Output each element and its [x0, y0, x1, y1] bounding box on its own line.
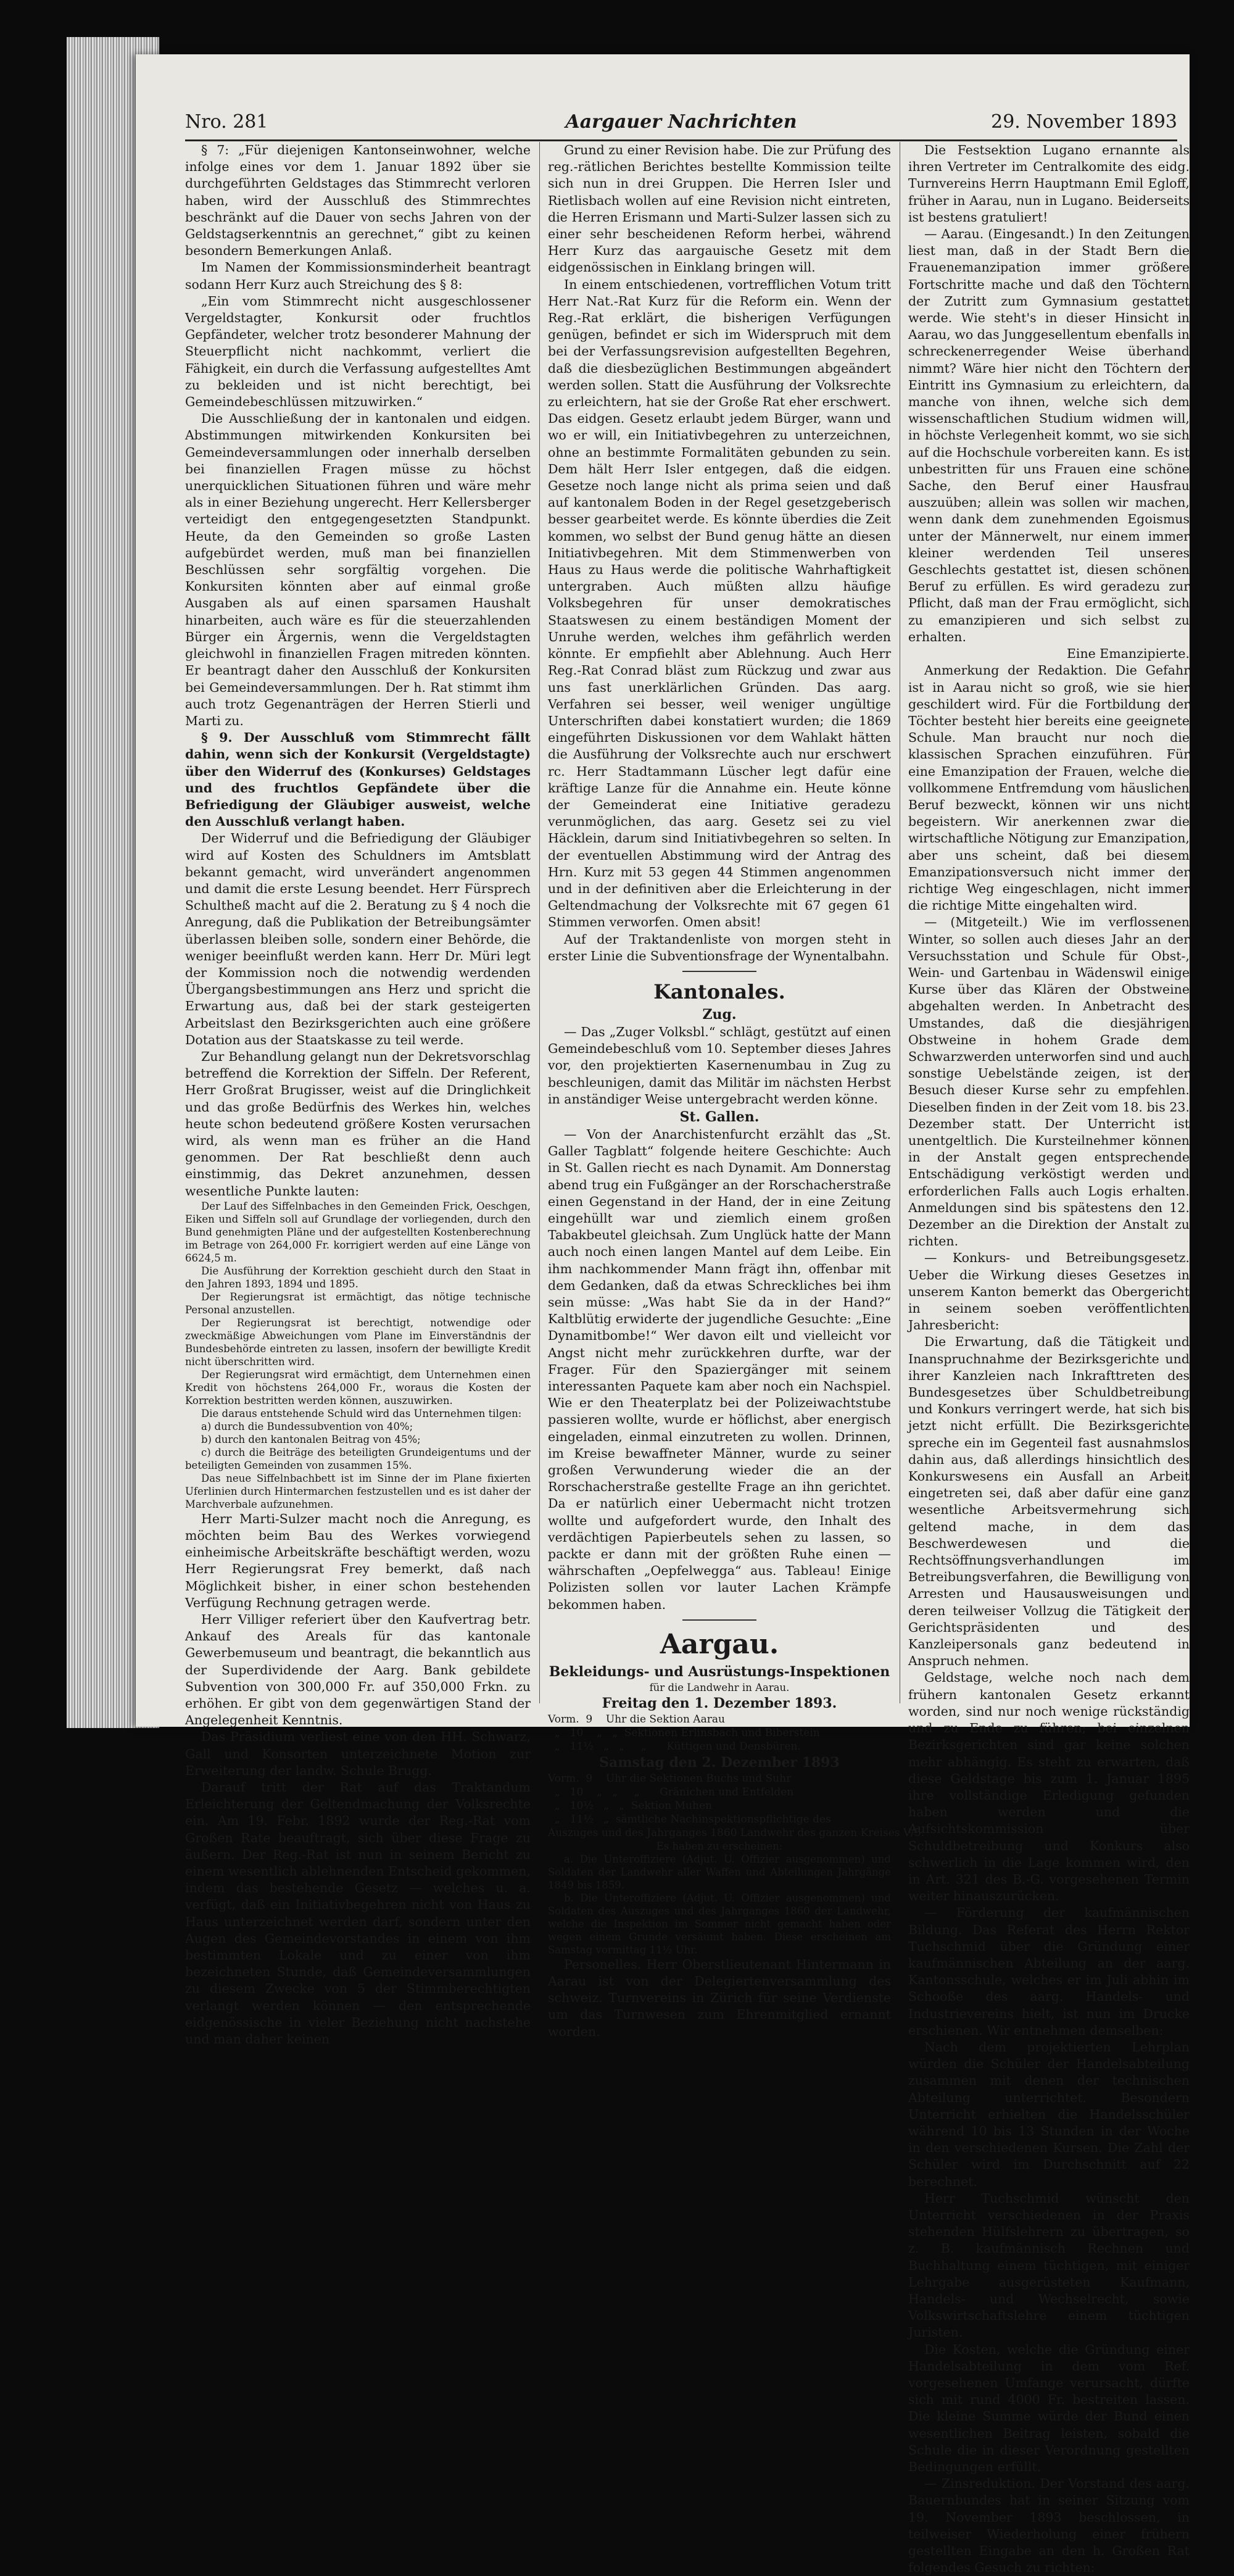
- decree-text: Das neue Siffelnbachbett ist im Sinne der im Plane fixierten Uferlinien durch Hintermarchen festzustellen und es ist daher der Marchverbale aufzunehmen.: [185, 1472, 531, 1510]
- paragraph: — Förderung der kaufmännischen Bildung. Das Referat des Herrn Rektor Tuchschmid über die Gründung einer kaufmännischen Abteilung an der aarg. Kantonsschule, welches er im Juli abhin im Schooße des aarg. Handels- und Industrievereins hielt, ist nun im Drucke erschienen. Wir entnehmen demselben:: [908, 1905, 1190, 2038]
- separator-line: [682, 1619, 756, 1621]
- issue-date: 29. November 1893: [991, 111, 1177, 133]
- paragraph: Darauf tritt der Rat auf das Traktandum Erleichterung der Geltendmachung der Volksrechte ein. Am 19. Febr. 1892 wurde der Reg.-Rat vom Großen Rate beauftragt, sich über diese Frage zu äußern. Der Reg.-Rat ist nun in seinem Bericht zu einem wesentlich ablehnenden Entscheid gekommen, indem das bestehende Gesetz — welches u. a. verfügt, daß ein Initiativbegehren nicht von Haus zu Haus unterzeichnet werden darf, sondern unter den Augen des Gemeindevorstandes in einem von ihm bestimmten Lokale und zu einer von ihm bezeichneten Stunde, daß Gemeindeversammlungen zu diesem Zwecke von 5 der Stimmberechtigten verlangt werden können — den entsprechende eidgenössische in vieler Beziehung nicht nachstehe und man daher keinen: [185, 1780, 531, 2047]
- decree-text: Die Ausführung der Korrektion geschieht durch den Staat in den Jahren 1893, 1894 und 1895.: [185, 1265, 531, 1290]
- paragraph: — Konkurs- und Betreibungsgesetz. Ueber die Wirkung dieses Gesetzes in unserem Kanton bemerkt das Obergericht in seinem soeben veröffentlichten Jahresbericht:: [908, 1250, 1190, 1333]
- issue-number: Nro. 281: [185, 111, 268, 133]
- notice-title: Bekleidungs- und Ausrüstungs-Inspektionen: [549, 1663, 890, 1680]
- paragraph: — Von der Anarchistenfurcht erzählt das „St. Galler Tagblatt“ folgende heitere Geschichte: Auch in St. Gallen riecht es nach Dynamit. Am Donnerstag abend trug ein Fußgänger an der Rorschacherstraße einen Gegenstand in der Hand, der in eine Zeitung eingehüllt war und ziemlich einem großen Tabakbeutel gleichsah. Zum Unglück hatte der Mann auch noch einen langen Mantel auf dem Leibe. Ein ihm nachkommender Mann frägt ihn, offenbar mit dem Gedanken, daß da etwas Schreckliches bei ihm sein müsse: „Was habt Sie da in der Hand?“ Kaltblütig erwiderte der jugendliche Gesuchte: „Eine Dynamitbombe!“ Wer davon eilt und vielleicht vor Angst nicht mehr zurückkehren durfte, war der Frager. Für den Spaziergänger mit seinem interessanten Paquete kam aber noch ein Nachspiel. Wie er den Theaterplatz bei der Polizeiwachtstube passieren wollte, wurde er höflichst, aber energisch eingeladen, einmal einzutreten zu wollen. Drinnen, im Kreise bewaffneter Männer, wurde zu seiner großen Verwunderung wieder die an der Rorschacherstraße gestellte Frage an ihn gerichtet. Da er natürlich einer Uebermacht nicht trotzen wollte und aufgefordert wurde, den Inhalt des verdächtigen Papierbeutels sehen zu lassen, so packte er dann mit der größten Ruhe einen — währschaften „Oepfelwegga“ aus. Tableau! Einige Polizisten sollen vor lauter Lachen Krämpfe bekommen haben.: [548, 1126, 891, 1612]
- decree-text: Der Regierungsrat ist ermächtigt, das nötige technische Personal anzustellen.: [185, 1290, 531, 1316]
- paragraph: § 7: „Für diejenigen Kantonseinwohner, welche infolge eines vor dem 1. Januar 1892 über sie durchgeführten Geldstages das Stimmrecht verloren haben, wird der Ausschluß des Stimmrechtes beschränkt auf die Dauer von sechs Jahren von der Geldstagserkenntnis an gerechnet,“ gibt zu keinen besondern Bemerkungen Anlaß.: [185, 143, 531, 259]
- page-header: [185, 111, 1177, 141]
- list-item: b. Die Unteroffiziere (Adjut. U. Offizier ausgenommen) und Soldaten des Auszuges und des Jahrganges 1860 der Landwehr, welche die Inspektion im Sommer nicht gemacht haben oder wegen einem Grunde versäumt haben. Diese erscheinen am Samstag vormittag 11½ Uhr.: [548, 1892, 891, 1956]
- notice-subtitle: für die Landwehr in Aarau.: [649, 1681, 790, 1693]
- decree-text: Die daraus entstehende Schuld wird das Unternehmen tilgen:: [201, 1407, 522, 1419]
- paragraph: § 9. Der Ausschluß vom Stimmrecht fällt dahin, wenn sich der Konkursit (Vergeldstagte) über den Widerruf des (Konkurses) Geldstages und des fruchtlos Gepfändete über die Befriedigung der Gläubiger ausweist, welche den Ausschluß verlangt haben.: [185, 730, 531, 829]
- schedule: Vorm. 9 Uhr die Sektionen Buchs und Suhr „ 10 „ „ „ Gränichen und Entfelden „ 10½ „ „ Sektion Muhen „ 11½ „ sämtliche Nachinspektionspflichtige des Auszuges und des Jahrganges 1860 Landwehr des ganzen Kreises V/5.: [548, 1772, 925, 1839]
- notice-text: Es haben zu erscheinen:: [656, 1840, 783, 1852]
- paragraph: Personelles. Herr Oberstlieutenant Hintermann in Aarau ist von der Delegiertenversammlung des schweiz. Turnvereins in Zürich für seine Verdienste um das Turnwesen zum Ehrenmitglied ernannt worden.: [548, 1956, 891, 2039]
- separator-line: [682, 971, 756, 972]
- paragraph: Die Kosten, welche die Gründung einer Handelsabteilung in dem vom Ref. vorgesehenen Umfange verursacht, dürfte sich mit rund 4000 Fr. bestreiten lassen. Die kleine Summe würde der Bund einen wesentlichen Beitrag leisten, sobald die Schule die in dieser Verordnung gestellten Bedingungen erfüllt.: [908, 2341, 1190, 2475]
- column-divider: [539, 142, 540, 1703]
- newspaper-page: [136, 54, 1190, 2575]
- paragraph: Im Namen der Kommissionsminderheit beantragt sodann Herr Kurz auch Streichung des § 8:: [185, 260, 531, 292]
- column-3: [908, 142, 1190, 2575]
- paragraph: Das Präsidium verliest eine von den HH. Schwarz, Gall und Konsorten unterzeichnete Motion zur Erweiterung der landw. Schule Brugg.: [185, 1729, 531, 1778]
- paragraph: Die Festsektion Lugano ernannte als ihren Vertreter im Centralkomite des eidg. Turnvereins Herrn Hauptmann Emil Egloff, früher in Aarau, nun in Lugano. Beiderseits ist bestens gratuliert!: [908, 143, 1190, 225]
- list-item: c) durch die Beiträge des beteiligten Grundeigentums und der beteiligten Gemeinden von zusammen 15%.: [185, 1446, 531, 1471]
- schedule: Vorm. 9 Uhr die Sektion Aarau „ 10 „ „ Sektionen Erlinsbach und Biberstein „ 11½ „ „ „ Küttigen und Densbüren.: [548, 1713, 820, 1753]
- paragraph: In einem entschiedenen, vortrefflichen Votum tritt Herr Nat.-Rat Kurz für die Reform ein. Wenn der Reg.-Rat erklärt, die bisherigen Verfügungen genügen, befindet er sich im Widerspruch mit dem bei der Verfassungsrevision aufgestellten Begehren, daß die diesbezüglichen Bestimmungen abgeändert werden sollen. Statt die Ausführung der Volksrechte zu erleichtern, hat sie der Große Rat eher erschwert. Das eidgen. Gesetz erlaubt jedem Bürger, wann und wo er will, ein Initiativbegehren zu unterzeichnen, ohne an bestimmte Formalitäten gebunden zu sein. Dem hält Herr Isler entgegen, daß die eidgen. Gesetze noch lange nicht als prima seien und daß auf kantonalem Boden in der Regel gesetzgeberisch besser gearbeitet werde. Es könnte überdies die Zeit kommen, wo selbst der Bund genug hätte an diesen Initiativbegehren. Mit dem Stimmenwerben von Haus zu Haus werde die politische Wahrhaftigkeit untergraben. Auch müßten allzu häufige Volksbegehren für unser demokratisches Staatswesen zu einem beständigen Moment der Unruhe werden, welches ihm gefährlich werden könnte. Er empfiehlt aber Ablehnung. Auch Herr Reg.-Rat Conrad bläst zum Rückzug und zwar aus uns fast unerklärlichen Gründen. Das aarg. Verfahren sei besser, weil weniger ungültige Unterschriften dabei konstatiert wurden; die 1869 eingeführten Diskussionen vor dem Wahlakt hätten die Ausführung der Volksrechte auch nur erschwert rc. Herr Stadtammann Lüscher legt dafür eine kräftige Lanze für die Annahme ein. Heute könne der Gemeinderat eine Initiative geradezu verunmöglichen, das aarg. Gesetz sei zu viel Häcklein, darum sind Initiativbegehren so selten. In der eventuellen Abstimmung wird der Antrag des Hrn. Kurz mit 53 gegen 44 Stimmen angenommen und in der definitiven aber die Erleichterung in der Geltendmachung der Volksrechte mit 67 gegen 61 Stimmen verworfen. Omen absit!: [548, 276, 891, 930]
- column-1: [185, 142, 531, 2047]
- notice-date: Freitag den 1. Dezember 1893.: [602, 1695, 837, 1711]
- signature: Eine Emanzipierte.: [1066, 646, 1190, 662]
- paragraph: Nach dem projektierten Lehrplan würden die Schüler der Handelsabteilung zusammen mit denen der technischen Abteilung unterrichtet. Besondern Unterricht erhielten die Handelsschüler während 10 bis 13 Stunden in der Woche in den verschiedenen Kursen. Die Zahl der Schüler wird im Durchschnitt auf 22 berechnet.: [908, 2039, 1190, 2189]
- list-item: a. Die Unteroffiziere (Adjut. U. Offizier ausgenommen) und Soldaten der Landwehr aller Waffen und Abteilungen Jahrgänge 1849 bis 1859.: [548, 1853, 891, 1891]
- paragraph: Herr Marti-Sulzer macht noch die Anregung, es möchten beim Bau des Werkes vorwiegend einheimische Arbeitskräfte beschäftigt werden, wozu Herr Regierungsrat Frey bemerkt, daß nach Möglichkeit bisher, in einer schon bestehenden Verfügung Rechnung getragen werde.: [185, 1511, 531, 1610]
- section-heading: Kantonales.: [653, 979, 785, 1003]
- paragraph: Geldstage, welche noch nach dem frühern kantonalen Gesetz erkannt worden, sind nur noch wenige rückständig und zu Ende zu führen; bei einzelnen Bezirksgerichten sind gar keine solchen mehr abhängig. Es steht zu erwarten, daß diese Geldstage bis zum 1. Januar 1895 ihre vollständige Erledigung gefunden haben werden und die Aufsichtskommission über Schuldbetreibung und Konkurs also schwerlich in die Lage kommen wird, den in Art. 321 des B.-G. vorgesehenen Termin weiter hinauszurücken.: [908, 1670, 1190, 1904]
- list-item: a) durch die Bundessubvention von 40%;: [201, 1420, 413, 1432]
- decree-text: Der Lauf des Siffelnbaches in den Gemeinden Frick, Oeschgen, Eiken und Siffeln soll auf Grundlage der vorliegenden, durch den Bund genehmigten Pläne und der aufgestellten Kostenberechnung im Betrage von 264,000 Fr. korrigiert werden auf eine Länge von 6624,5 m.: [185, 1200, 531, 1264]
- paragraph: Zur Behandlung gelangt nun der Dekretsvorschlag betreffend die Korrektion der Siffeln. Der Referent, Herr Großrat Brugisser, weist auf die Dringlichkeit und das große Bedürfnis des Werkes hin, welches heute schon bedeutend größere Kosten verursachen wird, als wenn man es früher an die Hand genommen. Der Rat beschließt denn auch einstimmig, das Dekret anzunehmen, dessen wesentliche Punkte lauten:: [185, 1049, 531, 1199]
- section-heading: Aargau.: [660, 1628, 779, 1660]
- paragraph: Herr Tuchschmid wünscht den Unterricht verschiedenen in der Praxis stehenden Hülfslehrern zu übertragen, so z. B. kaufmännisch Rechnen und Buchhaltung einem tüchtigen, mit einiger Lehrgabe ausgerüsteten Kaufmann, Handels- und Wechselrecht, sowie Volkswirtschaftslehre einem tüchtigen Juristen.: [908, 2190, 1190, 2340]
- newspaper-title: Aargauer Nachrichten: [565, 111, 797, 133]
- decree-text: Der Regierungsrat wird ermächtigt, dem Unternehmen einen Kredit von höchstens 264,000 Fr., woraus die Kosten der Korrektion bestritten werden können, auszuwirken.: [185, 1368, 531, 1406]
- paragraph: Die Ausschließung der in kantonalen und eidgen. Abstimmungen mitwirkenden Konkursiten bei Gemeindeversammlungen oder innerhalb derselben bei finanziellen Fragen müsse zu höchst unerquicklichen Situationen führen und wäre mehr als in einer Beziehung ungerecht. Herr Kellersberger verteidigt den entgegengesetzten Standpunkt. Heute, da den Gemeinden so große Lasten aufgebürdet werden, muß man bei finanziellen Beschlüssen sehr sorgfältig vorgehen. Die Konkursiten könnten aber auf einmal große Ausgaben als auf einen sparsamen Haushalt hinarbeiten, auch wäre es für die steuerzahlenden Bürger ein Ärgernis, wenn die Vergeldstagten gleichwohl in finanziellen Fragen mitreden könnten. Er beantragt daher den Ausschluß der Konkursiten bei Gemeindeversammlungen. Der h. Rat stimmt ihm auch trotz Gegenanträgen der Herren Stierli und Marti zu.: [185, 411, 531, 728]
- notice-date: Samstag den 2. Dezember 1893: [599, 1754, 840, 1771]
- column-2: [548, 142, 925, 2039]
- paragraph: Der Widerruf und die Befriedigung der Gläubiger wird auf Kosten des Schuldners im Amtsblatt bekannt gemacht, wird unverändert angenommen und damit die erste Lesung beendet. Herr Fürsprech Schultheß macht auf die 2. Beratung zu § 4 noch die Anregung, daß die Publikation der Betreibungsämter überlassen bleiben solle, sondern einer Behörde, die weniger beeinflußt werden kann. Herr Dr. Müri legt der Kommission noch die notwendig werdenden Übergangsbestimmungen ans Herz und spricht die Erwartung aus, daß bei der stark gesteigerten Arbeitslast den Bezirksgerichten auch eine größere Dotation aus der Staatskasse zu teil werde.: [185, 831, 531, 1047]
- subsection-heading: St. Gallen.: [679, 1108, 760, 1125]
- paragraph: — Aarau. (Eingesandt.) In den Zeitungen liest man, daß in der Stadt Bern die Frauenemanzipation immer größere Fortschritte mache und daß den Töchtern der Zutritt zum Gymnasium gestattet werde. Wie steht's in dieser Hinsicht in Aarau, wo das Junggesellentum ebenfalls in schreckenerregender Weise überhand nimmt? Wäre hier nicht den Töchtern der Eintritt ins Gymnasium zu erleichtern, da manche von ihnen, welche sich dem wissenschaftlichen Studium widmen will, in höchste Verlegenheit kommt, wo sie sich auf die Hochschule vorbereiten kann. Es ist unbestritten für uns Frauen eine schöne Sache, den Beruf einer Hausfrau auszuüben; allein was sollen wir machen, wenn dank dem zunehmenden Egoismus unter der Männerwelt, nur einem immer kleiner werdenden Teil unseres Geschlechts gestattet ist, diesen schönen Beruf zu erfüllen. Es wird geradezu zur Pflicht, daß man der Frau ermöglicht, sich zu emanzipieren und sich selbst zu erhalten.: [908, 226, 1190, 644]
- paragraph: Die Erwartung, daß die Tätigkeit und Inanspruchnahme der Bezirksgerichte und ihrer Kanzleien nach Inkrafttreten des Bundesgesetzes über Schuldbetreibung und Konkurs verringert werde, hat sich bis jetzt nicht erfüllt. Die Bezirksgerichte spreche ein im Gegenteil fast ausnahmslos dahin aus, daß allerdings hinsichtlich des Konkurswesens ein Ausfall an Arbeit eingetreten sei, daß aber dafür eine ganz wesentliche Arbeitsvermehrung sich geltend mache, in dem das Beschwerdewesen und die Rechtsöffnungsverhandlungen im Betreibungsverfahren, die Bewilligung von Arresten und Hausausweisungen und deren teilweiser Vollzug die Tätigkeit der Gerichtspräsidenten und des Kanzleipersonals ganz bedeutend in Anspruch nehmen.: [908, 1334, 1190, 1669]
- decree-text: Der Regierungsrat ist berechtigt, notwendige oder zweckmäßige Abweichungen vom Plane im Einverständnis der Bundesbehörde eintreten zu lassen, insofern der bewilligte Kredit nicht überschritten wird.: [185, 1316, 531, 1368]
- paragraph: — (Mitgeteilt.) Wie im verflossenen Winter, so sollen auch dieses Jahr an der Versuchsstation und Schule für Obst-, Wein- und Gartenbau in Wädenswil einige Kurse über das Klären der Obstweine abgehalten werden. In Anbetracht des Umstandes, daß die diesjährigen Obstweine in hohem Grade dem Schwarzwerden unterworfen sind und auch sonstige Uebelstände zeigen, ist der Besuch dieser Kurse sehr zu empfehlen. Dieselben finden in der Zeit vom 18. bis 23. Dezember statt. Der Unterricht ist unentgeltlich. Die Kursteilnehmer können in der Anstalt gegen entsprechende Entschädigung verköstigt werden und erforderlichen Falls auch Logis erhalten. Anmeldungen sind bis spätestens den 12. Dezember an die Direktion der Anstalt zu richten.: [908, 915, 1190, 1249]
- paragraph: — Zinsreduktion. Der Vorstand des aarg. Bauernbundes hat in seiner Sitzung vom 19. November 1893 beschlossen, in teilweiser Wiederholung einer frühern gestellten Eingabe an den h. Großen Rat folgendes Gesuch zu richten:: [908, 2476, 1190, 2575]
- paragraph: — Das „Zuger Volksbl.“ schlägt, gestützt auf einen Gemeindebeschluß vom 10. September dieses Jahres vor, den projektierten Kasernenumbau in Zug zu beschleunigen, damit das Militär im nächsten Herbst in anständiger Weise untergebracht werden könne.: [548, 1024, 891, 1107]
- paragraph: Herr Villiger referiert über den Kaufvertrag betr. Ankauf des Areals für das kantonale Gewerbemuseum und beantragt, die bekanntlich aus der Superdividende der Aarg. Bank gebildete Subvention von 300,000 Fr. auf 350,000 Frkn. zu erhöhen. Er gibt von dem gegenwärtigen Stand der Angelegenheit Kenntnis.: [185, 1612, 531, 1728]
- paragraph: Anmerkung der Redaktion. Die Gefahr ist in Aarau nicht so groß, wie sie hier geschildert wird. Für die Fortbildung der Töchter besteht hier bereits eine geeignete Schule. Man braucht nur noch die klassischen Sprachen einzuführen. Für eine Emanzipation der Frauen, welche die vollkommene Entfremdung vom häuslichen Beruf bezweckt, können wir uns nicht begeistern. Wir anerkennen zwar die wirtschaftliche Nötigung zur Emanzipation, aber uns scheint, daß bei diesem Emanzipationsversuch nicht immer der richtige Weg eingeschlagen, nicht immer die richtige Mitte eingehalten wird.: [908, 663, 1190, 913]
- paragraph: „Ein vom Stimmrecht nicht ausgeschlossener Vergeldstagter, Konkursit oder fruchtlos Gepfändeter, welcher trotz besonderer Mahnung der Steuerpflicht nicht nachkommt, verliert die Fähigkeit, ein durch die Verfassung aufgestelltes Amt zu bekleiden und ist nicht berechtigt, bei Gemeindebeschlüssen mitzuwirken.“: [185, 293, 531, 410]
- subsection-heading: Zug.: [702, 1006, 737, 1023]
- list-item: b) durch den kantonalen Beitrag von 45%;: [201, 1433, 421, 1445]
- paragraph: Auf der Traktandenliste von morgen steht in erster Linie die Subventionsfrage der Wynentalbahn.: [548, 931, 891, 963]
- paragraph: Grund zu einer Revision habe. Die zur Prüfung des reg.-rätlichen Berichtes bestellte Kommission teilte sich nun in drei Gruppen. Die Herren Isler und Rietlisbach wollen auf eine Revision nicht eintreten, die Herren Erismann und Marti-Sulzer lassen sich zu einer sehr bescheidenen Reform herbei, während Herr Kurz das aargauische Gesetz mit dem eidgenössischen in Einklang bringen will.: [548, 143, 891, 275]
